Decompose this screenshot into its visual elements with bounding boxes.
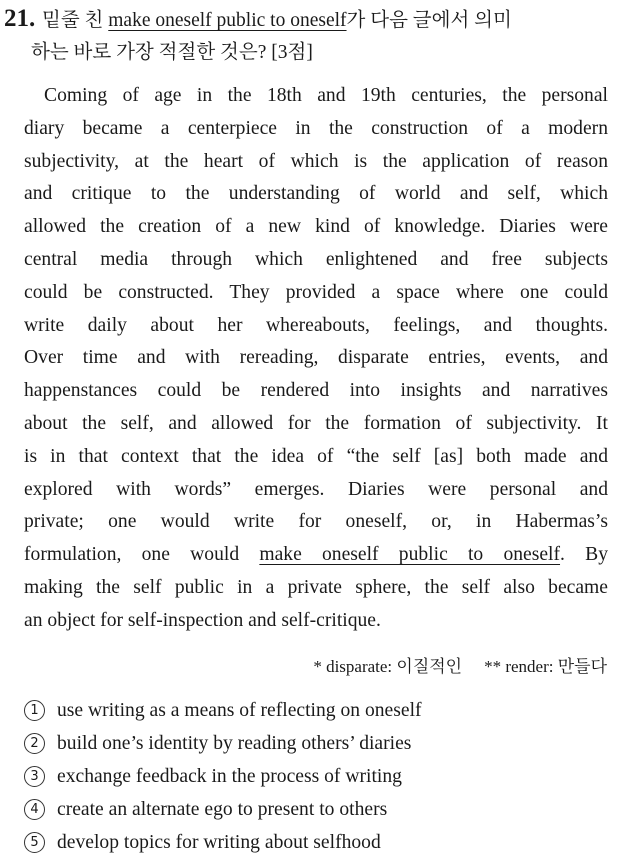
circled-number-icon: 2 <box>24 733 45 754</box>
circled-number-icon: 4 <box>24 799 45 820</box>
choice-4[interactable] <box>24 793 614 826</box>
circled-number-icon: 1 <box>24 700 45 721</box>
choice-text: use writing as a means of reflecting on oneself <box>57 700 422 721</box>
prompt-suffix: 가 다음 글에서 의미 <box>346 10 512 31</box>
question-prompt-line2: 하는 바로 가장 적절한 것은? [3점] <box>31 42 313 63</box>
choice-3[interactable] <box>24 760 614 793</box>
prompt-prefix: 밑줄 친 <box>42 10 109 31</box>
choice-5[interactable] <box>24 826 614 859</box>
line15-prefix: formulation, one would <box>24 544 260 566</box>
passage-line: about the self, and allowed for the formation of subjectivity. It <box>24 412 608 434</box>
choice-text: develop topics for writing about selfhood <box>57 832 381 853</box>
passage-line: Coming of age in the 18th and 19th centuries, the personal <box>44 85 608 106</box>
footnote-disparate: * disparate: 이질적인 <box>313 657 463 676</box>
footnotes <box>309 654 607 680</box>
choice-text: build one’s identity by reading others’ diaries <box>57 733 412 754</box>
question-prompt-line1 <box>42 6 512 36</box>
passage-line: subjectivity, at the heart of which is the application of reason <box>24 150 608 172</box>
passage-line: diary became a centerpiece in the construction of a modern <box>24 117 608 139</box>
choice-text: exchange feedback in the process of writing <box>57 766 402 787</box>
choice-1[interactable] <box>24 694 614 727</box>
passage-line: allowed the creation of a new kind of knowledge. Diaries were <box>24 216 608 238</box>
question-number: 21. <box>4 5 36 32</box>
passage <box>24 80 608 638</box>
line15-suffix: . By <box>560 544 609 566</box>
passage-line-with-underline <box>24 539 608 572</box>
footnote-render: ** render: 만들다 <box>484 657 607 676</box>
passage-line: is in that context that the idea of “the self [as] both made and <box>24 445 608 467</box>
passage-line: making the self public in a private sphere, the self also became <box>24 576 608 598</box>
underlined-phrase: make oneself public to oneself <box>259 544 561 566</box>
circled-number-icon: 3 <box>24 766 45 787</box>
circled-number-icon: 5 <box>24 832 45 853</box>
choice-2[interactable] <box>24 727 614 760</box>
passage-line: private; one would write for oneself, or, in Habermas’s <box>24 511 608 533</box>
passage-line: could be constructed. They provided a space where one could <box>24 281 608 303</box>
passage-line: central media through which enlightened and free subjects <box>24 248 608 270</box>
passage-line: write daily about her whereabouts, feelings, and thoughts. <box>24 314 608 336</box>
passage-line: happenstances could be rendered into insights and narratives <box>24 380 608 402</box>
passage-line: explored with words” emerges. Diaries were personal and <box>24 478 608 500</box>
passage-line: an object for self-inspection and self-critique. <box>24 609 381 631</box>
answer-choices <box>24 694 614 859</box>
prompt-underlined-target: make oneself public to oneself <box>108 10 347 31</box>
passage-line: Over time and with rereading, disparate entries, events, and <box>24 347 608 369</box>
passage-line: and critique to the understanding of world and self, which <box>24 183 608 205</box>
choice-text: create an alternate ego to present to others <box>57 799 388 820</box>
